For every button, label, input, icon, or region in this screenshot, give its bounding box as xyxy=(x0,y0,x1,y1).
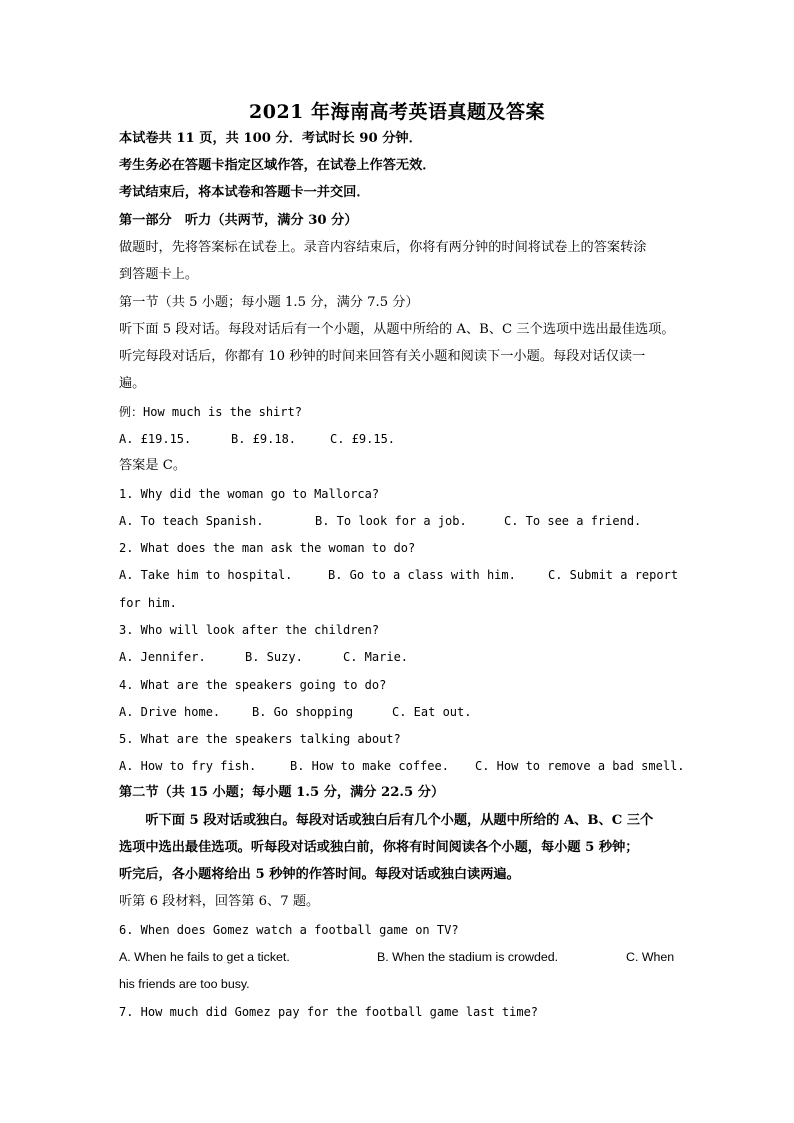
part1-heading: 第一部分 听力（共两节，满分 30 分） xyxy=(119,213,358,228)
question-7: 7. How much did Gomez pay for the football game last time? xyxy=(119,1005,539,1019)
q6-option-continuation: his friends are too busy. xyxy=(119,977,250,991)
example-question: 例：How much is the shirt? xyxy=(119,405,302,419)
question-3: 3. Who will look after the children? xyxy=(119,623,380,637)
page-title: 2021 年海南高考英语真题及答案 xyxy=(249,101,545,123)
material-6-heading: 听第 6 段材料，回答第 6、7 题。 xyxy=(119,894,320,909)
intro-line-2: 考生务必在答题卡指定区域作答，在试卷上作答无效． xyxy=(119,158,436,173)
section2-instruction-2: 选项中选出最佳选项。听每段对话或独白前，你将有时间阅读各个小题，每小题 5 秒钟； xyxy=(119,840,639,855)
example-option-c: C. £9.15. xyxy=(330,432,396,446)
part1-instruction-2: 到答题卡上。 xyxy=(119,267,199,282)
section2-instruction-3: 听完后，各小题将给出 5 秒钟的作答时间。每段对话或独白读两遍。 xyxy=(119,867,520,882)
q6-option-b: B. When the stadium is crowded. xyxy=(377,950,559,964)
q5-option-b: B. How to make coffee. xyxy=(290,759,449,773)
question-2: 2. What does the man ask the woman to do? xyxy=(119,541,416,555)
q6-option-a: A. When he fails to get a ticket. xyxy=(119,950,290,964)
section1-instruction-1: 听下面 5 段对话。每段对话后有一个小题，从题中所给的 A、B、C 三个选项中选出最佳选项。 xyxy=(119,322,675,337)
q4-option-c: C. Eat out. xyxy=(392,705,472,719)
q5-option-a: A. How to fry fish. xyxy=(119,759,257,773)
example-option-b: B. £9.18. xyxy=(231,432,297,446)
section1-instruction-3: 遍。 xyxy=(119,376,146,391)
section1-heading: 第一节（共 5 小题；每小题 1.5 分，满分 7.5 分） xyxy=(119,295,419,310)
example-option-a: A. £19.15. xyxy=(119,432,192,446)
q2-option-c: C. Submit a report xyxy=(548,568,679,582)
example-answer: 答案是 C。 xyxy=(119,458,187,473)
question-6: 6. When does Gomez watch a football game on TV? xyxy=(119,923,459,937)
part1-instruction-1: 做题时，先将答案标在试卷上。录音内容结束后，你将有两分钟的时间将试卷上的答案转涂 xyxy=(119,240,647,255)
intro-line-3: 考试结束后，将本试卷和答题卡一并交回． xyxy=(119,185,370,200)
section1-instruction-2: 听完每段对话后，你都有 10 秒钟的时间来回答有关小题和阅读下一小题。每段对话仅读一 xyxy=(119,349,646,364)
q6-option-c: C. When xyxy=(626,950,675,964)
q1-option-b: B. To look for a job. xyxy=(315,514,467,528)
q2-option-continuation: for him. xyxy=(119,596,177,610)
question-5: 5. What are the speakers talking about? xyxy=(119,732,401,746)
q4-option-a: A. Drive home. xyxy=(119,705,221,719)
question-1: 1. Why did the woman go to Mallorca? xyxy=(119,487,380,501)
q3-option-c: C. Marie. xyxy=(343,650,409,664)
q2-option-a: A. Take him to hospital. xyxy=(119,568,293,582)
q3-option-a: A. Jennifer. xyxy=(119,650,206,664)
q2-option-b: B. Go to a class with him. xyxy=(328,568,516,582)
q1-option-c: C. To see a friend. xyxy=(504,514,642,528)
section2-instruction-1: 听下面 5 段对话或独白。每段对话或独白后有几个小题，从题中所给的 A、B、C 三个 xyxy=(119,813,654,828)
q4-option-b: B. Go shopping xyxy=(252,705,354,719)
q1-option-a: A. To teach Spanish. xyxy=(119,514,264,528)
q3-option-b: B. Suzy. xyxy=(245,650,303,664)
q5-option-c: C. How to remove a bad smell. xyxy=(475,759,685,773)
section2-heading: 第二节（共 15 小题；每小题 1.5 分，满分 22.5 分） xyxy=(119,785,445,800)
intro-line-1: 本试卷共 11 页，共 100 分．考试时长 90 分钟． xyxy=(119,131,422,146)
question-4: 4. What are the speakers going to do? xyxy=(119,678,387,692)
